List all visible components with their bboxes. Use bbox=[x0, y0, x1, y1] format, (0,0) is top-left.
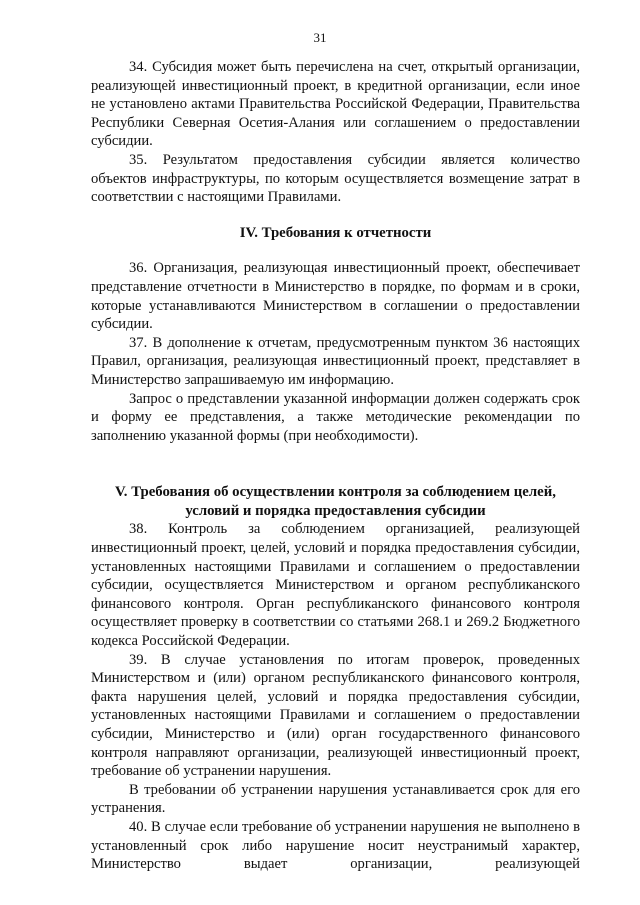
spacer bbox=[91, 207, 580, 224]
paragraph-40: 40. В случае если требование об устранении нарушения не выполнено в установленный срок либо нарушение носит неустранимый характер, Министерство выдает организации, реализующей bbox=[91, 818, 580, 873]
paragraph-39: 39. В случае установления по итогам проверок, проведенных Министерством и (или) органом республиканского финансового контроля, факта нарушения целей, условий и порядка предоставления субсидии, установленных настоящими Правилами и соглашением о предоставлении субсидии, Министерство и (или) орган государственного финансового контроля направляют организации, реализующей инвестиционный проект, требование об устранении нарушения. bbox=[91, 651, 580, 780]
section-5-heading-line2: условий и порядка предоставления субсидии bbox=[185, 502, 486, 519]
paragraph-37-request: Запрос о представлении указанной информации должен содержать срок и форму ее представления, а также методические рекомендации по заполнению указанной формы (при необходимости). bbox=[91, 390, 580, 444]
section-5-heading-line1: V. Требования об осуществлении контроля за соблюдением целей, bbox=[115, 484, 556, 501]
section-5-heading bbox=[91, 483, 580, 520]
paragraph-37: 37. В дополнение к отчетам, предусмотренным пунктом 36 настоящих Правил, организация, реализующая инвестиционный проект, представляет в Министерство запрашиваемую им информацию. bbox=[91, 334, 580, 388]
paragraph-35: 35. Результатом предоставления субсидии является количество объектов инфраструктуры, по которым осуществляется возмещение затрат в соответствии с настоящими Правилами. bbox=[91, 151, 580, 206]
paragraph-36: 36. Организация, реализующая инвестиционный проект, обеспечивает представление отчетности в Министерство в порядке, по формам и в сроки, которые устанавливаются Министерством в соглашении о предоставлении субсидии. bbox=[91, 260, 580, 333]
page-number: 31 bbox=[313, 30, 327, 45]
paragraph-38: 38. Контроль за соблюдением организацией, реализующей инвестиционный проект, целей, условий и порядка предоставления субсидии, установленных настоящими Правилами и соглашением о предоставлении субсидии, осуществляется Министерством и органом республиканского финансового контроля. Орган республиканского финансового контроля осуществляет проверку в соответствии со статьями 268.1 и 269.2 Бюджетного кодекса Российской Федерации. bbox=[91, 521, 580, 650]
paragraph-34: 34. Субсидия может быть перечислена на счет, открытый организации, реализующей инвестиционный проект, в кредитной организации, если иное не установлено актами Правительства Российской Федерации, Правительства Республики Северная Осетия-Алания или соглашением о предоставлении субсидии. bbox=[91, 59, 580, 150]
spacer bbox=[91, 445, 580, 483]
section-4-heading: IV. Требования к отчетности bbox=[239, 224, 432, 241]
document-body bbox=[91, 58, 580, 874]
spacer bbox=[91, 242, 580, 259]
paragraph-39-deadline: В требовании об устранении нарушения устанавливается срок для его устранения. bbox=[91, 781, 580, 817]
